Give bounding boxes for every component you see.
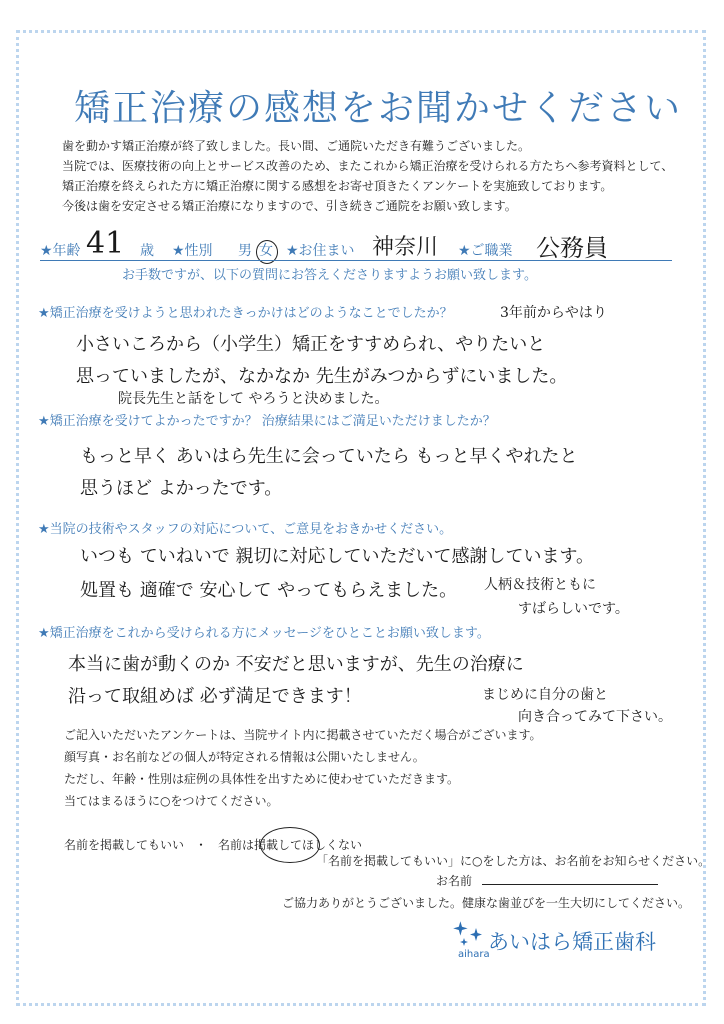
consent-option-no[interactable]: 名前は掲載してほしくない [218,838,363,852]
answer-4-note: まじめに自分の歯と [482,687,608,703]
profile-underline [40,260,672,261]
notice-line: ただし、年齢・性別は症例の具体性を出すために使わせていただきます。 [64,772,460,786]
name-field[interactable] [482,884,658,885]
sex-female: 女 [259,243,273,259]
answer-3-note: すばらしいです。 [518,601,629,617]
consent-note: 「名前を掲載してもいい」に○をした方は、お名前をお知らせください。 [316,854,711,868]
age-unit: 歳 [140,243,154,259]
job-label: ★ご職業 [458,243,513,259]
answer-1-line: 思っていましたが、なかなか 先生がみつからずにいました。 [76,366,568,387]
thanks-text: ご協力ありがとうございました。健康な歯並びを一生大切にしてください。 [282,896,691,910]
answer-4-line: 本当に歯が動くのか 不安だと思いますが、先生の治療に [68,654,524,675]
answer-1-note: 3年前からやはり [500,305,607,321]
answer-4-note: 向き合ってみて下さい。 [518,709,672,725]
sex-male: 男 [238,243,252,259]
intro-line: 歯を動かす矯正治療が終了致しました。長い間、ご通院いただき有難うございました。 [62,139,531,153]
answer-1-note: 院長先生と話をして やろうと決めました。 [118,391,389,407]
consent-option-yes[interactable]: 名前を掲載してもいい [64,838,185,852]
answer-2-line: 思うほど よかったです。 [80,478,283,499]
sparkle-tooth-icon [452,918,486,950]
intro-text [62,136,682,216]
sex-label: ★性別 [172,243,213,259]
page-title: 矯正治療の感想をお聞かせください [74,88,683,129]
answer-4-line: 沿って取組めば 必ず満足できます！ [68,686,362,707]
age-value: 41 [86,226,125,261]
consent-selection-circle [260,827,320,863]
age-label: ★年齢 [40,243,81,259]
notice-text [64,724,541,812]
answer-1-line: 小さいころから（小学生）矯正をすすめられ、やりたいと [76,334,546,355]
name-label: お名前 [436,874,473,888]
question-3: ★当院の技術やスタッフの対応について、ご意見をおきかせください。 [38,522,453,537]
answer-3-line: 処置も 適確で 安心して やってもらえました。 [80,580,458,601]
question-1: ★矯正治療を受けようと思われたきっかけはどのようなことでしたか？ [38,306,453,321]
intro-line: 矯正治療を終えられた方に矯正治療に関する感想をお寄せ頂きたくアンケートを実施致しております。 [62,179,613,193]
request-text: お手数ですが、以下の質問にお答えくださりますようお願い致します。 [122,268,537,283]
notice-line: 顔写真・お名前などの個人が特定される情報は公開いたしません。 [64,750,425,764]
address-label: ★お住まい [286,243,355,259]
question-4: ★矯正治療をこれから受けられる方にメッセージをひとことお願い致します。 [38,626,490,641]
notice-line: 当てはまるほうに○をつけてください。 [64,794,279,808]
address-value: 神奈川 [372,235,439,260]
intro-line: 今後は歯を安定させる矯正治療になりますので、引き続きご通院をお願い致します。 [62,199,517,213]
answer-2-line: もっと早く あいはら先生に会っていたら もっと早くやれたと [80,446,578,467]
consent-separator: ・ [195,838,208,852]
question-2: ★矯正治療を受けてよかったですか？ 治療結果にはご満足いただけましたか？ [38,414,496,429]
clinic-logo-name: あいはら矯正歯科 [488,930,656,954]
answer-3-note: 人柄＆技術ともに [484,577,596,593]
intro-line: 当院では、医療技術の向上とサービス改善のため、またこれから矯正治療を受けられる方たちへ参考資料として、 [62,159,674,173]
job-value: 公務員 [536,234,608,262]
clinic-logo-sub: aihara [458,949,490,960]
answer-3-line: いつも ていねいで 親切に対応していただいて感謝しています。 [80,546,595,567]
notice-line: ご記入いただいたアンケートは、当院サイト内に掲載させていただく場合がございます。 [64,728,542,742]
